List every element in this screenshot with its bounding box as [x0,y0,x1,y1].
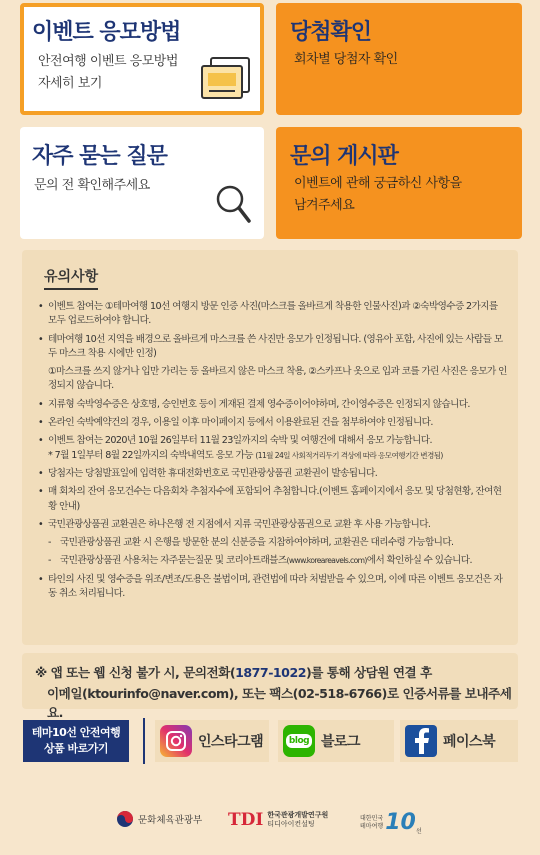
notice-panel [22,250,518,645]
notice-item: • 당첨자는 당첨발표일에 입력한 휴대전화번호로 국민관광상품권 교환권이 발송됩니다. [38,467,508,481]
faq-card[interactable] [20,127,264,239]
notice-item: • 테마여행 10선 지역을 배경으로 올바르게 마스크를 쓴 사진만 응모가 인정됩니다. (영유아 포함, 사진에 있는 사람들 모두 마스크 착용 시에만 인정) [38,333,508,362]
notice-item: • 이벤트 참여는 2020년 10월 26일부터 11월 23일까지의 숙박 및 여행건에 대해서 응모 가능합니다. * 7월 1일부터 8월 22일까지의 숙박내역도 응모 가능 (11월 24일 사회적거리두기 격상에 따라 응모여행기간 변경됨) [38,434,508,463]
winners-desc: 회차별 당첨자 확인 [294,52,398,67]
winners-title: 당첨확인 [290,20,372,45]
blog-icon: blog [283,725,315,757]
board-desc: 이벤트에 관해 궁금하신 사항을 남겨주세요 [294,176,462,213]
event-apply-title: 이벤트 응모방법 [32,20,181,45]
contact-info: ※ 앱 또는 웹 신청 불가 시, 문의전화(1877-1022)를 통해 상담원 연결 후 이메일(ktourinfo@naver.com), 또는 팩스(02-518-6766)로 인증서류를 보내주세요. [22,653,518,709]
facebook-label: 페이스북 [443,734,496,750]
instagram-label: 인스타그램 [198,734,264,750]
board-title: 문의 게시판 [290,144,398,169]
facebook-link[interactable] [400,720,518,762]
winners-card[interactable] [276,3,522,115]
notice-item: • 국민관광상품권 교환권은 하나은행 전 지점에서 지류 국민관광상품권으로 교환 후 사용 가능합니다. [38,518,508,532]
event-apply-card[interactable] [20,3,264,115]
link-divider [143,718,145,764]
blog-link[interactable] [278,720,394,762]
magnifier-icon [214,183,254,227]
notice-subitem: - 국민관광상품권 교환 시 은행을 방문한 분의 신분증을 지참하여야하며, 교환권은 대리수령 가능합니다. [38,536,508,550]
facebook-icon [405,725,437,757]
blog-label: 블로그 [321,734,361,750]
mcst-logo: 문화체육관광부 [116,810,202,828]
document-icon [200,57,252,101]
faq-title: 자주 묻는 질문 [32,144,167,169]
footer-logos [0,800,540,850]
contact-email-fax: 이메일(ktourinfo@naver.com), 또는 팩스(02-518-6766)로 인증서류를 보내주세요. [47,686,512,720]
notice-list [38,300,508,605]
contact-phone[interactable]: 1877-1022 [235,665,306,680]
notice-item: • 이벤트 참여는 ①테마여행 10선 여행지 방문 인증 사진(마스크를 올바르게 착용한 인물사진)과 ②숙박영수증 2가지를 모두 업로드하여야 합니다. [38,300,508,329]
event-apply-desc: 안전여행 이벤트 응모방법 자세히 보기 [38,54,178,91]
instagram-icon [160,725,192,757]
faq-desc: 문의 전 확인해주세요 [34,178,150,193]
notice-subitem: - 국민관광상품권 사용처는 자주묻는질문 및 코리아트래블즈(www.koreareavels.com)에서 확인하실 수 있습니다. [38,554,508,568]
taegeuk-icon [116,810,134,828]
notice-heading: 유의사항 [44,266,98,290]
notice-item: • 온라인 숙박예약건의 경우, 이용일 이후 마이페이지 등에서 이용완료된 건을 첨부하여야 인정됩니다. [38,416,508,430]
notice-item: • 타인의 사진 및 영수증을 위조/변조/도용은 불법이며, 관련법에 따라 처벌받을 수 있으며, 이에 따른 이벤트 응모건은 자동 취소 처리됩니다. [38,573,508,602]
tdi-logo: TDI 한국관광개발연구원 티디아이컨설팅 [228,810,329,830]
instagram-link[interactable] [155,720,269,762]
board-card[interactable] [276,127,522,239]
theme-travel-logo: 대한민국 테마여행 10 선 [360,810,422,835]
notice-item: ①마스크를 쓰지 않거나 입만 가리는 등 올바르지 않은 마스크 착용, ②스카프나 옷으로 입과 코를 가린 사진은 응모가 인정되지 않습니다. [48,366,507,392]
notice-item: • 매 회차의 잔여 응모건수는 다음회차 추첨자수에 포함되어 추첨합니다.(이벤트 홈페이지에서 응모 및 당첨현황, 잔여현황 안내) [38,485,508,514]
shop-button[interactable]: 테마10선 안전여행 상품 바로가기 [23,720,129,762]
notice-item: • 지류형 숙박영수증은 상호명, 승인번호 등이 게재된 결제 영수증이어야하며, 간이영수증은 인정되지 않습니다. [38,398,508,412]
